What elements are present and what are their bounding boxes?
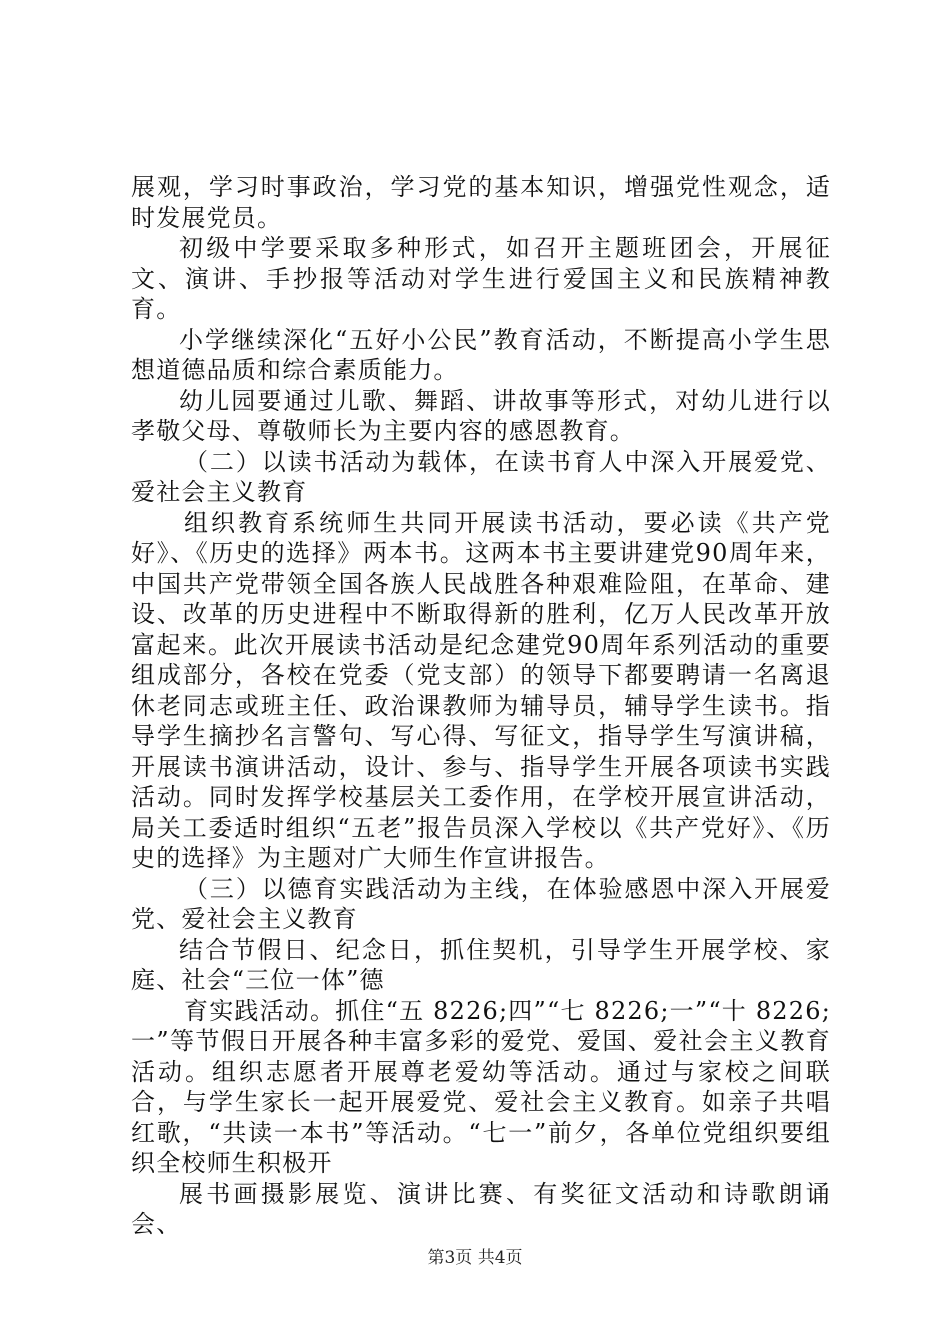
paragraph-junior-high: 初级中学要采取多种形式，如召开主题班团会，开展征文、演讲、手抄报等活动对学生进行爱国主义和民族精神教育。 bbox=[131, 234, 831, 323]
paragraph-reading-activity: 组织教育系统师生共同开展读书活动，要必读《共产党好》、《历史的选择》两本书。这两本书主要讲建党90周年来，中国共产党带领全国各族人民战胜各种艰难险阻，在革命、建设、改革的历史进程中不断取得新的胜利，亿万人民改革开放富起来。此次开展读书活动是纪念建党90周年系列活动的重要组成部分，各校在党委（党支部）的领导下都要聘请一名离退休老同志或班主任、政治课教师为辅导员，辅导学生读书。指导学生摘抄名言警句、写心得、写征文，指导学生写演讲稿，开展读书演讲活动，设计、参与、指导学生开展各项读书实践活动。同时发挥学校基层关工委作用，在学校开展宣讲活动，局关工委适时组织“五老”报告员深入学校以《共产党好》、《历史的选择》为主题对广大师生作宣讲报告。 bbox=[131, 508, 831, 872]
paragraph-continued: 展观，学习时事政治，学习党的基本知识，增强党性观念，适时发展党员。 bbox=[131, 173, 831, 232]
document-body bbox=[131, 172, 831, 1240]
paragraph-practice-activities: 育实践活动。抓住“五 8226;四”“七 8226;一”“十 8226;一”等节假日开展各种丰富多彩的爱党、爱国、爱社会主义教育活动。组织志愿者开展尊老爱幼等活动。通过与家校之间联合，与学生家长一起开展爱党、爱社会主义教育。如亲子共唱红歌，“共读一本书”等活动。“七一”前夕，各单位党组织要组织全校师生积极开 bbox=[131, 996, 831, 1177]
paragraph-holidays: 结合节假日、纪念日，抓住契机，引导学生开展学校、家庭、社会“三位一体”德 bbox=[131, 935, 831, 994]
section-heading-reading: （二）以读书活动为载体，在读书育人中深入开展爱党、爱社会主义教育 bbox=[131, 447, 831, 506]
paragraph-kindergarten: 幼儿园要通过儿歌、舞蹈、讲故事等形式，对幼儿进行以孝敬父母、尊敬师长为主要内容的感恩教育。 bbox=[131, 386, 831, 445]
paragraph-primary-school: 小学继续深化“五好小公民”教育活动，不断提高小学生思想道德品质和综合素质能力。 bbox=[131, 325, 831, 384]
page-number-footer: 第3页 共4页 bbox=[427, 1248, 523, 1268]
section-heading-practice: （三）以德育实践活动为主线，在体验感恩中深入开展爱党、爱社会主义教育 bbox=[131, 874, 831, 933]
paragraph-exhibitions: 展书画摄影展览、演讲比赛、有奖征文活动和诗歌朗诵会、 bbox=[131, 1179, 831, 1238]
